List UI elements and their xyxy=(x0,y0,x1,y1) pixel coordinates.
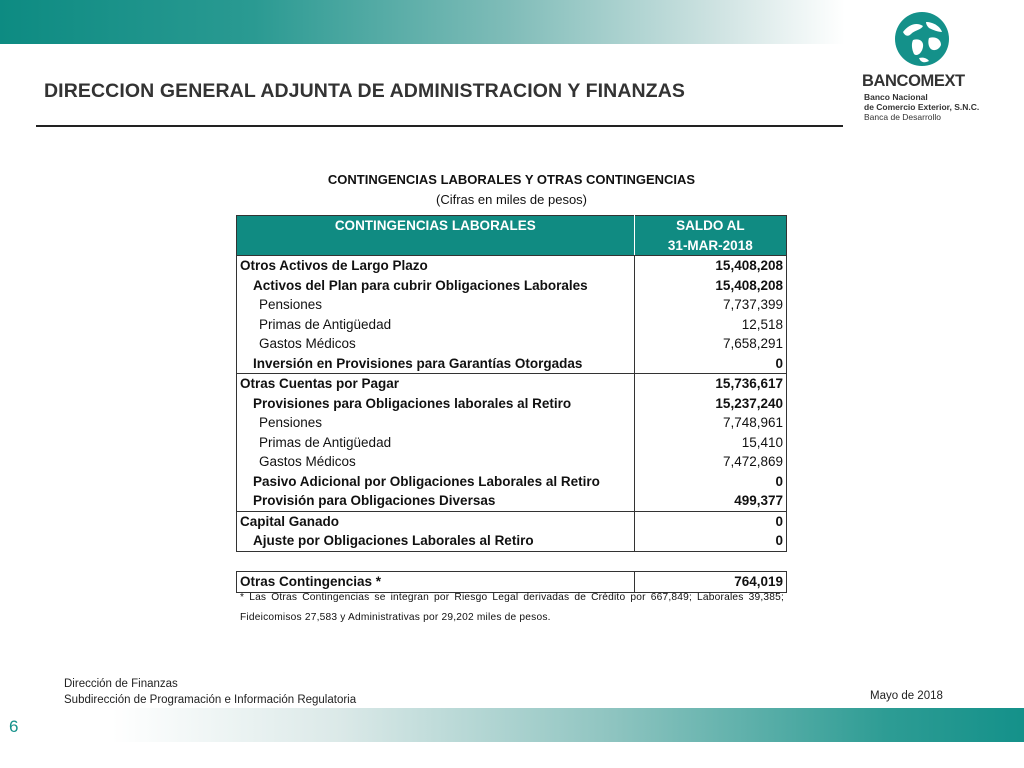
table-row xyxy=(237,354,787,374)
logo-subtitle xyxy=(864,93,979,122)
table-row xyxy=(237,394,787,414)
table-row xyxy=(237,491,787,511)
header-divider xyxy=(36,125,843,127)
column-header-concept: CONTINGENCIAS LABORALES xyxy=(237,216,635,236)
row-label: Capital Ganado xyxy=(237,511,635,531)
row-value: 7,737,399 xyxy=(634,295,786,315)
table-row xyxy=(237,433,787,453)
section-subtitle: (Cifras en miles de pesos) xyxy=(436,192,587,207)
row-label: Otras Cuentas por Pagar xyxy=(237,374,635,394)
row-value: 499,377 xyxy=(634,491,786,511)
page-title: DIRECCION GENERAL ADJUNTA DE ADMINISTRACION Y FINANZAS xyxy=(44,80,685,102)
row-value: 7,748,961 xyxy=(634,413,786,433)
logo-line-1: Banco Nacional xyxy=(864,92,928,102)
row-value: 0 xyxy=(634,511,786,531)
row-label: Gastos Médicos xyxy=(237,452,635,472)
table-header-row xyxy=(237,216,787,236)
top-banner xyxy=(0,0,845,44)
table-row xyxy=(237,511,787,531)
row-value: 7,658,291 xyxy=(634,334,786,354)
logo-line-3: Banca de Desarrollo xyxy=(864,111,942,122)
table-spacer xyxy=(237,551,787,572)
footer-line-1: Dirección de Finanzas xyxy=(64,678,178,690)
contingencies-table xyxy=(236,215,787,593)
table-row xyxy=(237,452,787,472)
table-row xyxy=(237,413,787,433)
footer-line-2: Subdirección de Programación e Información Regulatoria xyxy=(64,694,357,706)
row-label: Gastos Médicos xyxy=(237,334,635,354)
table-row xyxy=(237,334,787,354)
spacer-cell xyxy=(634,551,786,572)
page-number: 6 xyxy=(9,717,19,736)
column-header-balance: SALDO AL xyxy=(634,216,786,236)
row-label: Provisión para Obligaciones Diversas xyxy=(237,491,635,511)
table-row xyxy=(237,295,787,315)
table-row xyxy=(237,531,787,551)
section-title: CONTINGENCIAS LABORALES Y OTRAS CONTINGENCIAS xyxy=(327,172,696,187)
table-row xyxy=(237,315,787,335)
row-value: 0 xyxy=(634,472,786,492)
row-label: Provisiones para Obligaciones laborales al Retiro xyxy=(237,394,635,414)
row-value: 15,736,617 xyxy=(634,374,786,394)
table-row xyxy=(237,276,787,296)
row-label: Ajuste por Obligaciones Laborales al Retiro xyxy=(237,531,635,551)
row-value: 7,472,869 xyxy=(634,452,786,472)
row-value: 0 xyxy=(634,531,786,551)
row-label: Inversión en Provisiones para Garantías Otorgadas xyxy=(237,354,635,374)
logo-wordmark: BANCOMEXT xyxy=(862,72,965,90)
row-value: 15,410 xyxy=(634,433,786,453)
row-value: 0 xyxy=(634,354,786,374)
row-value: 764,019 xyxy=(634,572,786,593)
row-value: 12,518 xyxy=(634,315,786,335)
footnote: * Las Otras Contingencias se integran por Riesgo Legal derivadas de Crédito por 667,849; Laborales 39,385; Fideicomisos 27,583 y Administrativas por 29,202 miles de pesos. xyxy=(240,592,784,623)
row-value: 15,408,208 xyxy=(634,276,786,296)
table-row xyxy=(237,256,787,276)
row-label: Pensiones xyxy=(237,413,635,433)
row-label: Pasivo Adicional por Obligaciones Laborales al Retiro xyxy=(237,472,635,492)
column-header-blank xyxy=(237,236,635,256)
logo-line-2: de Comercio Exterior, S.N.C. xyxy=(864,101,980,112)
spacer-cell xyxy=(237,551,635,572)
footer-left xyxy=(64,676,356,708)
column-header-date: 31-MAR-2018 xyxy=(634,236,786,256)
globe-icon xyxy=(893,10,951,68)
row-label: Otras Contingencias * xyxy=(237,572,635,593)
row-value: 15,237,240 xyxy=(634,394,786,414)
footer-date: Mayo de 2018 xyxy=(870,690,943,702)
row-value: 15,408,208 xyxy=(634,256,786,276)
table-row xyxy=(237,472,787,492)
row-label: Otros Activos de Largo Plazo xyxy=(237,256,635,276)
row-label: Primas de Antigüedad xyxy=(237,315,635,335)
bancomext-logo xyxy=(860,8,1010,128)
table-row xyxy=(237,374,787,394)
row-label: Activos del Plan para cubrir Obligaciones Laborales xyxy=(237,276,635,296)
row-label: Primas de Antigüedad xyxy=(237,433,635,453)
row-label: Pensiones xyxy=(237,295,635,315)
bottom-banner xyxy=(112,708,1024,742)
table-header-row-2 xyxy=(237,236,787,256)
